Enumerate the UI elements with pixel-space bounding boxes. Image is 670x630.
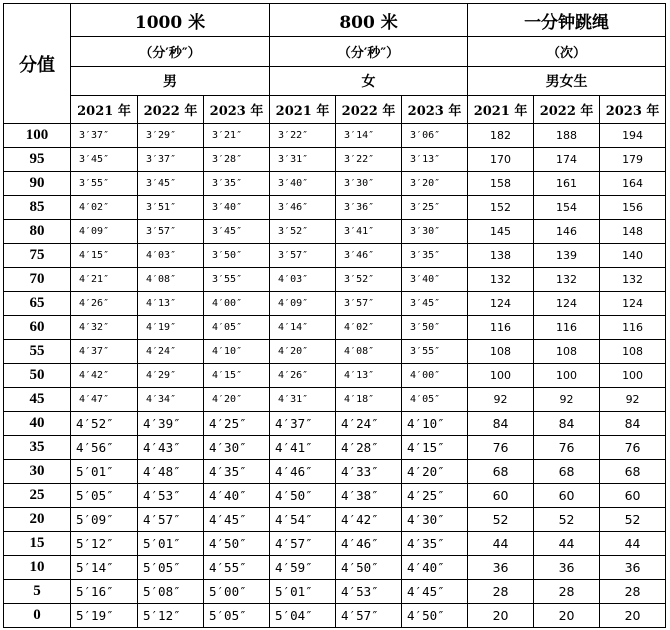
time-1000m-cell: 3′57″: [138, 220, 204, 244]
jumprope-count-cell: 138: [468, 244, 534, 268]
score-cell: 55: [4, 340, 71, 364]
table-row: [4, 364, 666, 388]
time-800m-cell: 4′09″: [270, 292, 336, 316]
time-1000m-cell: 4′43″: [138, 436, 204, 460]
time-1000m-cell: 3′29″: [138, 124, 204, 148]
score-cell: 50: [4, 364, 71, 388]
year-header: 2023 年: [204, 96, 270, 124]
time-800m-cell: 3′52″: [336, 268, 402, 292]
time-800m-cell: 3′22″: [336, 148, 402, 172]
time-800m-cell: 4′24″: [336, 412, 402, 436]
time-1000m-cell: 4′37″: [71, 340, 138, 364]
time-800m-cell: 3′55″: [402, 340, 468, 364]
year-header-row: [4, 96, 666, 124]
time-800m-cell: 3′50″: [402, 316, 468, 340]
jumprope-count-cell: 60: [600, 484, 666, 508]
time-1000m-cell: 4′25″: [204, 412, 270, 436]
event-jumprope-header: 一分钟跳绳: [468, 4, 666, 37]
score-cell: 65: [4, 292, 71, 316]
time-800m-cell: 4′30″: [402, 508, 468, 532]
jumprope-count-cell: 28: [468, 580, 534, 604]
jumprope-count-cell: 132: [600, 268, 666, 292]
time-800m-cell: 4′20″: [270, 340, 336, 364]
time-800m-cell: 4′50″: [402, 604, 468, 628]
jumprope-count-cell: 60: [468, 484, 534, 508]
jumprope-count-cell: 84: [534, 412, 600, 436]
score-cell: 95: [4, 148, 71, 172]
jumprope-count-cell: 20: [534, 604, 600, 628]
time-800m-cell: 3′52″: [270, 220, 336, 244]
time-800m-cell: 3′45″: [402, 292, 468, 316]
score-cell: 75: [4, 244, 71, 268]
jumprope-count-cell: 154: [534, 196, 600, 220]
group-male: 男: [71, 67, 270, 96]
time-1000m-cell: 5′12″: [138, 604, 204, 628]
time-800m-cell: 4′42″: [336, 508, 402, 532]
jumprope-count-cell: 116: [600, 316, 666, 340]
score-cell: 45: [4, 388, 71, 412]
time-1000m-cell: 4′10″: [204, 340, 270, 364]
jumprope-count-cell: 145: [468, 220, 534, 244]
time-1000m-cell: 4′02″: [71, 196, 138, 220]
jumprope-count-cell: 164: [600, 172, 666, 196]
score-cell: 85: [4, 196, 71, 220]
table-row: [4, 604, 666, 628]
score-cell: 5: [4, 580, 71, 604]
jumprope-count-cell: 76: [600, 436, 666, 460]
time-1000m-cell: 4′39″: [138, 412, 204, 436]
time-800m-cell: 4′35″: [402, 532, 468, 556]
table-row: [4, 580, 666, 604]
time-1000m-cell: 3′28″: [204, 148, 270, 172]
table-row: [4, 172, 666, 196]
table-row: [4, 484, 666, 508]
time-800m-cell: 4′00″: [402, 364, 468, 388]
score-cell: 10: [4, 556, 71, 580]
table-row: [4, 148, 666, 172]
time-800m-cell: 4′25″: [402, 484, 468, 508]
jumprope-count-cell: 20: [600, 604, 666, 628]
table-row: [4, 220, 666, 244]
time-800m-cell: 3′46″: [336, 244, 402, 268]
jumprope-count-cell: 52: [468, 508, 534, 532]
time-800m-cell: 3′13″: [402, 148, 468, 172]
jumprope-count-cell: 124: [468, 292, 534, 316]
time-800m-cell: 3′35″: [402, 244, 468, 268]
jumprope-count-cell: 68: [468, 460, 534, 484]
time-800m-cell: 4′13″: [336, 364, 402, 388]
jumprope-count-cell: 92: [600, 388, 666, 412]
time-800m-cell: 4′40″: [402, 556, 468, 580]
time-1000m-cell: 4′45″: [204, 508, 270, 532]
time-800m-cell: 4′50″: [270, 484, 336, 508]
score-cell: 30: [4, 460, 71, 484]
score-column-header: 分值: [4, 4, 71, 124]
table-row: [4, 124, 666, 148]
time-800m-cell: 3′36″: [336, 196, 402, 220]
score-cell: 60: [4, 316, 71, 340]
time-1000m-cell: 4′52″: [71, 412, 138, 436]
time-1000m-cell: 4′24″: [138, 340, 204, 364]
time-1000m-cell: 4′48″: [138, 460, 204, 484]
time-800m-cell: 4′26″: [270, 364, 336, 388]
time-800m-cell: 4′57″: [270, 532, 336, 556]
year-header: 2021 年: [468, 96, 534, 124]
jumprope-count-cell: 68: [534, 460, 600, 484]
jumprope-count-cell: 28: [534, 580, 600, 604]
time-800m-cell: 3′57″: [270, 244, 336, 268]
jumprope-count-cell: 44: [600, 532, 666, 556]
time-800m-cell: 4′03″: [270, 268, 336, 292]
time-800m-cell: 4′05″: [402, 388, 468, 412]
year-header: 2021 年: [71, 96, 138, 124]
jumprope-count-cell: 20: [468, 604, 534, 628]
time-1000m-cell: 5′19″: [71, 604, 138, 628]
time-1000m-cell: 4′03″: [138, 244, 204, 268]
jumprope-count-cell: 52: [534, 508, 600, 532]
jumprope-count-cell: 100: [468, 364, 534, 388]
jumprope-count-cell: 36: [468, 556, 534, 580]
table-row: [4, 412, 666, 436]
time-800m-cell: 3′40″: [270, 172, 336, 196]
jumprope-count-cell: 116: [468, 316, 534, 340]
jumprope-count-cell: 60: [534, 484, 600, 508]
jumprope-count-cell: 36: [534, 556, 600, 580]
score-cell: 40: [4, 412, 71, 436]
jumprope-count-cell: 158: [468, 172, 534, 196]
year-header: 2023 年: [600, 96, 666, 124]
unit-jumprope: （次）: [468, 37, 666, 67]
time-1000m-cell: 4′05″: [204, 316, 270, 340]
jumprope-count-cell: 108: [468, 340, 534, 364]
time-1000m-cell: 5′01″: [138, 532, 204, 556]
time-1000m-cell: 4′09″: [71, 220, 138, 244]
time-1000m-cell: 5′05″: [138, 556, 204, 580]
jumprope-count-cell: 100: [534, 364, 600, 388]
unit-1000m: （分′秒″）: [71, 37, 270, 67]
time-1000m-cell: 4′26″: [71, 292, 138, 316]
time-800m-cell: 4′37″: [270, 412, 336, 436]
time-800m-cell: 4′46″: [270, 460, 336, 484]
time-1000m-cell: 4′55″: [204, 556, 270, 580]
time-1000m-cell: 3′50″: [204, 244, 270, 268]
jumprope-count-cell: 152: [468, 196, 534, 220]
time-1000m-cell: 5′09″: [71, 508, 138, 532]
time-800m-cell: 3′41″: [336, 220, 402, 244]
time-800m-cell: 4′31″: [270, 388, 336, 412]
jumprope-count-cell: 28: [600, 580, 666, 604]
score-cell: 35: [4, 436, 71, 460]
jumprope-count-cell: 68: [600, 460, 666, 484]
time-1000m-cell: 3′45″: [71, 148, 138, 172]
time-1000m-cell: 4′00″: [204, 292, 270, 316]
jumprope-count-cell: 36: [600, 556, 666, 580]
time-1000m-cell: 5′16″: [71, 580, 138, 604]
time-1000m-cell: 4′13″: [138, 292, 204, 316]
time-1000m-cell: 5′08″: [138, 580, 204, 604]
time-800m-cell: 4′54″: [270, 508, 336, 532]
group-female: 女: [270, 67, 468, 96]
jumprope-count-cell: 156: [600, 196, 666, 220]
jumprope-count-cell: 124: [600, 292, 666, 316]
time-1000m-cell: 4′57″: [138, 508, 204, 532]
time-1000m-cell: 4′42″: [71, 364, 138, 388]
time-800m-cell: 4′10″: [402, 412, 468, 436]
jumprope-count-cell: 146: [534, 220, 600, 244]
time-800m-cell: 4′45″: [402, 580, 468, 604]
table-row: [4, 508, 666, 532]
table-row: [4, 196, 666, 220]
year-header: 2023 年: [402, 96, 468, 124]
time-800m-cell: 5′04″: [270, 604, 336, 628]
time-1000m-cell: 3′37″: [71, 124, 138, 148]
time-800m-cell: 3′40″: [402, 268, 468, 292]
table-row: [4, 532, 666, 556]
time-1000m-cell: 4′08″: [138, 268, 204, 292]
score-cell: 90: [4, 172, 71, 196]
jumprope-count-cell: 52: [600, 508, 666, 532]
time-800m-cell: 4′59″: [270, 556, 336, 580]
table-row: [4, 460, 666, 484]
table-row: [4, 556, 666, 580]
time-800m-cell: 4′02″: [336, 316, 402, 340]
year-header: 2021 年: [270, 96, 336, 124]
table-row: [4, 292, 666, 316]
jumprope-count-cell: 132: [534, 268, 600, 292]
time-1000m-cell: 3′37″: [138, 148, 204, 172]
time-1000m-cell: 4′15″: [71, 244, 138, 268]
jumprope-count-cell: 92: [534, 388, 600, 412]
time-1000m-cell: 4′50″: [204, 532, 270, 556]
year-header: 2022 年: [534, 96, 600, 124]
time-1000m-cell: 5′00″: [204, 580, 270, 604]
time-800m-cell: 4′08″: [336, 340, 402, 364]
table-row: [4, 388, 666, 412]
jumprope-count-cell: 44: [468, 532, 534, 556]
table-row: [4, 316, 666, 340]
jumprope-count-cell: 174: [534, 148, 600, 172]
time-1000m-cell: 4′21″: [71, 268, 138, 292]
table-row: [4, 436, 666, 460]
jumprope-count-cell: 76: [468, 436, 534, 460]
time-1000m-cell: 4′34″: [138, 388, 204, 412]
table-header: [4, 4, 666, 124]
time-1000m-cell: 4′56″: [71, 436, 138, 460]
jumprope-count-cell: 140: [600, 244, 666, 268]
time-1000m-cell: 3′55″: [204, 268, 270, 292]
event-1000m-header: 1000 米: [71, 4, 270, 37]
time-1000m-cell: 4′35″: [204, 460, 270, 484]
time-1000m-cell: 5′14″: [71, 556, 138, 580]
scoring-table: [3, 3, 666, 628]
time-800m-cell: 4′38″: [336, 484, 402, 508]
table-row: [4, 244, 666, 268]
time-800m-cell: 3′22″: [270, 124, 336, 148]
time-1000m-cell: 3′55″: [71, 172, 138, 196]
jumprope-count-cell: 44: [534, 532, 600, 556]
time-1000m-cell: 3′35″: [204, 172, 270, 196]
time-800m-cell: 3′14″: [336, 124, 402, 148]
jumprope-count-cell: 188: [534, 124, 600, 148]
jumprope-count-cell: 84: [600, 412, 666, 436]
score-cell: 0: [4, 604, 71, 628]
time-1000m-cell: 4′30″: [204, 436, 270, 460]
jumprope-count-cell: 194: [600, 124, 666, 148]
time-800m-cell: 4′46″: [336, 532, 402, 556]
unit-800m: （分′秒″）: [270, 37, 468, 67]
time-800m-cell: 4′28″: [336, 436, 402, 460]
time-1000m-cell: 4′19″: [138, 316, 204, 340]
time-800m-cell: 4′33″: [336, 460, 402, 484]
time-800m-cell: 4′14″: [270, 316, 336, 340]
time-1000m-cell: 5′12″: [71, 532, 138, 556]
time-1000m-cell: 4′40″: [204, 484, 270, 508]
event-800m-header: 800 米: [270, 4, 468, 37]
time-1000m-cell: 5′05″: [71, 484, 138, 508]
time-1000m-cell: 4′20″: [204, 388, 270, 412]
score-cell: 70: [4, 268, 71, 292]
time-1000m-cell: 3′45″: [138, 172, 204, 196]
group-both: 男女生: [468, 67, 666, 96]
table-body: [4, 124, 666, 628]
score-cell: 20: [4, 508, 71, 532]
time-1000m-cell: 5′05″: [204, 604, 270, 628]
jumprope-count-cell: 182: [468, 124, 534, 148]
jumprope-count-cell: 100: [600, 364, 666, 388]
score-cell: 25: [4, 484, 71, 508]
jumprope-count-cell: 132: [468, 268, 534, 292]
time-1000m-cell: 3′45″: [204, 220, 270, 244]
time-800m-cell: 3′57″: [336, 292, 402, 316]
table-row: [4, 268, 666, 292]
time-1000m-cell: 5′01″: [71, 460, 138, 484]
jumprope-count-cell: 161: [534, 172, 600, 196]
score-cell: 80: [4, 220, 71, 244]
year-header: 2022 年: [138, 96, 204, 124]
jumprope-count-cell: 139: [534, 244, 600, 268]
time-800m-cell: 3′20″: [402, 172, 468, 196]
jumprope-count-cell: 108: [534, 340, 600, 364]
score-cell: 15: [4, 532, 71, 556]
year-header: 2022 年: [336, 96, 402, 124]
time-800m-cell: 4′18″: [336, 388, 402, 412]
time-800m-cell: 3′46″: [270, 196, 336, 220]
score-cell: 100: [4, 124, 71, 148]
table-row: [4, 340, 666, 364]
time-1000m-cell: 4′53″: [138, 484, 204, 508]
time-1000m-cell: 4′47″: [71, 388, 138, 412]
time-800m-cell: 3′31″: [270, 148, 336, 172]
jumprope-count-cell: 108: [600, 340, 666, 364]
time-800m-cell: 3′30″: [402, 220, 468, 244]
time-1000m-cell: 3′51″: [138, 196, 204, 220]
time-800m-cell: 4′15″: [402, 436, 468, 460]
time-1000m-cell: 3′21″: [204, 124, 270, 148]
time-1000m-cell: 4′29″: [138, 364, 204, 388]
time-1000m-cell: 4′32″: [71, 316, 138, 340]
jumprope-count-cell: 84: [468, 412, 534, 436]
time-1000m-cell: 3′40″: [204, 196, 270, 220]
time-800m-cell: 4′41″: [270, 436, 336, 460]
time-800m-cell: 4′57″: [336, 604, 402, 628]
jumprope-count-cell: 116: [534, 316, 600, 340]
time-800m-cell: 3′30″: [336, 172, 402, 196]
jumprope-count-cell: 92: [468, 388, 534, 412]
jumprope-count-cell: 170: [468, 148, 534, 172]
time-800m-cell: 4′50″: [336, 556, 402, 580]
jumprope-count-cell: 76: [534, 436, 600, 460]
time-800m-cell: 3′06″: [402, 124, 468, 148]
jumprope-count-cell: 179: [600, 148, 666, 172]
time-800m-cell: 4′53″: [336, 580, 402, 604]
jumprope-count-cell: 148: [600, 220, 666, 244]
time-1000m-cell: 4′15″: [204, 364, 270, 388]
jumprope-count-cell: 124: [534, 292, 600, 316]
time-800m-cell: 5′01″: [270, 580, 336, 604]
time-800m-cell: 3′25″: [402, 196, 468, 220]
time-800m-cell: 4′20″: [402, 460, 468, 484]
